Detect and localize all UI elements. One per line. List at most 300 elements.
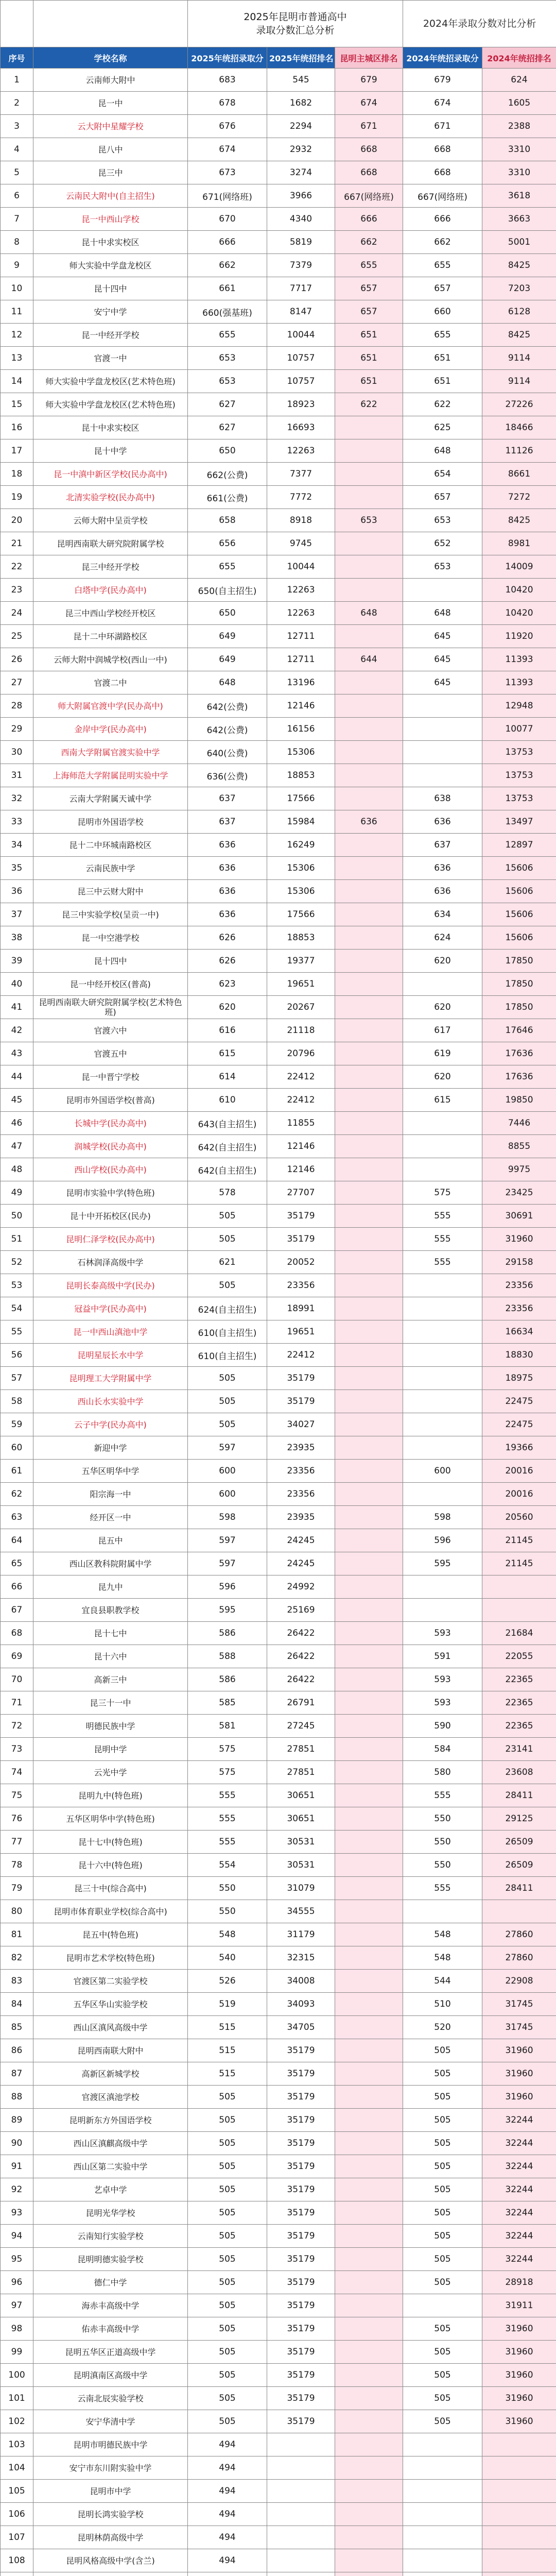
- city-rank: 679: [335, 69, 403, 92]
- rank-2024: 9114: [482, 370, 556, 393]
- row-index: 5: [1, 161, 33, 184]
- rank-2025: 19377: [267, 950, 335, 973]
- row-index: 97: [1, 2294, 33, 2317]
- score-2025: 636: [188, 903, 267, 926]
- score-2024: 505: [403, 2317, 482, 2341]
- city-rank: [335, 2109, 403, 2132]
- score-2025: 597: [188, 1436, 267, 1460]
- score-2024: 648: [403, 602, 482, 625]
- rank-2025: 35179: [267, 2178, 335, 2201]
- city-rank: 644: [335, 648, 403, 671]
- score-2024: [403, 1599, 482, 1622]
- school-name: 昆十中学: [33, 439, 188, 463]
- score-2024: 505: [403, 2132, 482, 2155]
- city-rank: [335, 1970, 403, 1993]
- table-row: [1, 1622, 556, 1645]
- header-score-2025: 2025年统招录取分: [188, 47, 267, 69]
- school-name: 昆十七中(特色班): [33, 1831, 188, 1854]
- rank-2025: 12263: [267, 439, 335, 463]
- score-2025: 623: [188, 973, 267, 996]
- rank-2024: 18975: [482, 1367, 556, 1390]
- table-row: [1, 509, 556, 532]
- score-2024: 668: [403, 138, 482, 161]
- score-2025: 637: [188, 787, 267, 810]
- table-row: [1, 1390, 556, 1413]
- school-name: 海赤丰高级中学: [33, 2294, 188, 2317]
- table-row: [1, 138, 556, 161]
- school-name: 北清实验学校(民办高中): [33, 486, 188, 509]
- city-rank: [335, 2341, 403, 2364]
- rank-2024: 7446: [482, 1112, 556, 1135]
- score-2025: 505: [188, 2387, 267, 2410]
- table-row: [1, 2526, 556, 2549]
- rank-2025: 35179: [267, 2294, 335, 2317]
- city-rank: [335, 2132, 403, 2155]
- score-2025: 683: [188, 69, 267, 92]
- rank-2025: 12711: [267, 648, 335, 671]
- score-2024: 595: [403, 1552, 482, 1575]
- row-index: 57: [1, 1367, 33, 1390]
- school-name: 昆三中: [33, 161, 188, 184]
- table-row: [1, 1993, 556, 2016]
- city-rank: [335, 2248, 403, 2271]
- rank-2025: 22412: [267, 1065, 335, 1089]
- score-2024: [403, 2433, 482, 2456]
- rank-2025: 545: [267, 69, 335, 92]
- score-2024: 622: [403, 393, 482, 416]
- row-index: 80: [1, 1900, 33, 1923]
- city-rank: [335, 1089, 403, 1112]
- city-rank: [335, 1575, 403, 1599]
- city-rank: [335, 764, 403, 787]
- city-rank: [335, 1483, 403, 1506]
- school-name: 昆明西南联大附中: [33, 2039, 188, 2062]
- school-name: 安宁市东川附实验中学: [33, 2456, 188, 2480]
- rank-2024: 13497: [482, 810, 556, 834]
- city-rank: [335, 1274, 403, 1297]
- rank-2025: 20052: [267, 1251, 335, 1274]
- table-row: [1, 2039, 556, 2062]
- city-rank: [335, 1019, 403, 1042]
- table-row: [1, 834, 556, 857]
- school-name: 昆一中西山滇池中学: [33, 1320, 188, 1344]
- score-2025: 621: [188, 1251, 267, 1274]
- row-index: 37: [1, 903, 33, 926]
- city-rank: [335, 880, 403, 903]
- rank-2025: [267, 2503, 335, 2526]
- score-2024: 648: [403, 439, 482, 463]
- score-2024: 505: [403, 2062, 482, 2086]
- rank-2024: [482, 2526, 556, 2549]
- rank-2025: 26422: [267, 1668, 335, 1691]
- school-name: 昆明新东方外国语学校: [33, 2109, 188, 2132]
- school-name: 昆明仁泽学校(民办高中): [33, 1228, 188, 1251]
- table-row: [1, 2387, 556, 2410]
- row-index: 16: [1, 416, 33, 439]
- score-2024: [403, 2294, 482, 2317]
- header-row: [1, 47, 556, 69]
- row-index: 82: [1, 1946, 33, 1970]
- rank-2025: 34555: [267, 1900, 335, 1923]
- row-index: 8: [1, 231, 33, 254]
- score-2024: [403, 1390, 482, 1413]
- row-index: 88: [1, 2086, 33, 2109]
- city-rank: [335, 1112, 403, 1135]
- rank-2024: 2388: [482, 115, 556, 138]
- score-2025: 505: [188, 2201, 267, 2225]
- school-name: 长城中学(民办高中): [33, 1112, 188, 1135]
- school-name: 昆一中: [33, 92, 188, 115]
- header-index: 序号: [1, 47, 33, 69]
- row-index: 106: [1, 2503, 33, 2526]
- rank-2024: 31960: [482, 2341, 556, 2364]
- score-2025: [188, 2572, 267, 2576]
- score-2025: 655: [188, 324, 267, 347]
- row-index: 53: [1, 1274, 33, 1297]
- row-index: 103: [1, 2433, 33, 2456]
- city-rank: [335, 1645, 403, 1668]
- school-name: 昆明市艺术学校(特色班): [33, 1946, 188, 1970]
- rank-2025: [267, 2549, 335, 2572]
- row-index: 86: [1, 2039, 33, 2062]
- score-2025: 642(公费): [188, 718, 267, 741]
- rank-2025: 19651: [267, 1320, 335, 1344]
- row-index: 85: [1, 2016, 33, 2039]
- table-row: [1, 2549, 556, 2572]
- city-rank: [335, 1529, 403, 1552]
- table-row: [1, 416, 556, 439]
- score-2025: 578: [188, 1181, 267, 1205]
- city-rank: [335, 1367, 403, 1390]
- score-2025: 610: [188, 1089, 267, 1112]
- table-row: [1, 625, 556, 648]
- row-index: 96: [1, 2271, 33, 2294]
- table-row: [1, 1900, 556, 1923]
- row-index: 22: [1, 555, 33, 579]
- table-row: [1, 1112, 556, 1135]
- row-index: 44: [1, 1065, 33, 1089]
- row-index: 64: [1, 1529, 33, 1552]
- score-2025: 678: [188, 92, 267, 115]
- school-name: 昆明滇南区高级中学: [33, 2364, 188, 2387]
- school-name: 五华区明华中学(特色班): [33, 1807, 188, 1831]
- rank-2025: 30651: [267, 1784, 335, 1807]
- score-2024: [403, 1436, 482, 1460]
- score-2024: 667(网络班): [403, 184, 482, 208]
- title-2025: 2025年昆明市普通高中 录取分数汇总分析: [188, 1, 403, 47]
- rank-2025: 27851: [267, 1761, 335, 1784]
- city-rank: [335, 439, 403, 463]
- school-name: 西山区第二实验中学: [33, 2155, 188, 2178]
- city-rank: 651: [335, 347, 403, 370]
- city-rank: [335, 486, 403, 509]
- table-row: [1, 2248, 556, 2271]
- school-name: 云南大学附属天诚中学: [33, 787, 188, 810]
- score-2025: 505: [188, 1274, 267, 1297]
- table-row: [1, 1019, 556, 1042]
- rank-2024: 18830: [482, 1344, 556, 1367]
- school-name: 西山区教科院附属中学: [33, 1552, 188, 1575]
- table-row: [1, 1205, 556, 1228]
- table-row: [1, 2364, 556, 2387]
- city-rank: [335, 926, 403, 950]
- row-index: 6: [1, 184, 33, 208]
- table-row: [1, 718, 556, 741]
- city-rank: [335, 1946, 403, 1970]
- table-row: [1, 880, 556, 903]
- score-2025: 650: [188, 439, 267, 463]
- rank-2024: 15606: [482, 857, 556, 880]
- city-rank: [335, 1715, 403, 1738]
- score-2024: 505: [403, 2155, 482, 2178]
- table-row: [1, 184, 556, 208]
- score-2025: 660(强基班): [188, 300, 267, 324]
- score-2025: 666: [188, 231, 267, 254]
- table-row: [1, 1552, 556, 1575]
- score-2025: 586: [188, 1668, 267, 1691]
- school-name: 润城学校(民办高中): [33, 1135, 188, 1158]
- rank-2024: 17646: [482, 1019, 556, 1042]
- table-row: [1, 973, 556, 996]
- score-2025: 586: [188, 1622, 267, 1645]
- school-name: 云师大附中润城学校(西山一中): [33, 648, 188, 671]
- row-index: 63: [1, 1506, 33, 1529]
- row-index: 39: [1, 950, 33, 973]
- table-row: [1, 1089, 556, 1112]
- score-2025: 674: [188, 138, 267, 161]
- row-index: 59: [1, 1413, 33, 1436]
- rank-2024: 32244: [482, 2109, 556, 2132]
- score-2024: 596: [403, 1529, 482, 1552]
- rank-2025: 16249: [267, 834, 335, 857]
- score-2024: 660: [403, 300, 482, 324]
- rank-2025: 16156: [267, 718, 335, 741]
- rank-2025: 35179: [267, 1367, 335, 1390]
- score-2025: 662: [188, 254, 267, 277]
- rank-2025: 18853: [267, 926, 335, 950]
- rank-2024: 10420: [482, 579, 556, 602]
- score-2025: 505: [188, 1367, 267, 1390]
- rank-2024: 27860: [482, 1946, 556, 1970]
- row-index: 89: [1, 2109, 33, 2132]
- rank-2025: 10757: [267, 370, 335, 393]
- rank-2025: 18923: [267, 393, 335, 416]
- rank-2024: 15606: [482, 880, 556, 903]
- row-index: 72: [1, 1715, 33, 1738]
- rank-2024: 32244: [482, 2155, 556, 2178]
- row-index: 105: [1, 2480, 33, 2503]
- school-name: 西山区滇风高级中学: [33, 2016, 188, 2039]
- city-rank: [335, 1413, 403, 1436]
- rank-2024: 21684: [482, 1622, 556, 1645]
- score-2025: 494: [188, 2526, 267, 2549]
- score-2025: 505: [188, 2178, 267, 2201]
- city-rank: [335, 1436, 403, 1460]
- table-row: [1, 1761, 556, 1784]
- city-rank: [335, 2364, 403, 2387]
- row-index: [1, 2572, 33, 2576]
- rank-2025: 35179: [267, 1390, 335, 1413]
- score-2024: 593: [403, 1668, 482, 1691]
- rank-2025: 26422: [267, 1622, 335, 1645]
- rank-2024: 22365: [482, 1715, 556, 1738]
- score-2025: 550: [188, 1877, 267, 1900]
- city-rank: 657: [335, 277, 403, 300]
- table-row: [1, 1831, 556, 1854]
- rank-2024: [482, 2572, 556, 2576]
- table-row: [1, 208, 556, 231]
- score-2025: 505: [188, 2294, 267, 2317]
- row-index: 95: [1, 2248, 33, 2271]
- city-rank: [335, 1622, 403, 1645]
- score-2024: 593: [403, 1691, 482, 1715]
- table-row: [1, 741, 556, 764]
- score-2024: 505: [403, 2178, 482, 2201]
- school-name: 昆明市明德民族中学: [33, 2433, 188, 2456]
- score-2024: 637: [403, 834, 482, 857]
- table-row: [1, 810, 556, 834]
- rank-2024: 15606: [482, 926, 556, 950]
- score-2025: 598: [188, 1506, 267, 1529]
- rank-2024: 11393: [482, 671, 556, 694]
- city-rank: [335, 973, 403, 996]
- score-2024: 625: [403, 416, 482, 439]
- school-name: 昆一中晋宁学校: [33, 1065, 188, 1089]
- rank-2024: 31960: [482, 2410, 556, 2433]
- score-2025: 588: [188, 1645, 267, 1668]
- score-2024: 645: [403, 625, 482, 648]
- city-rank: 651: [335, 324, 403, 347]
- rank-2024: 3310: [482, 161, 556, 184]
- score-2024: 520: [403, 2016, 482, 2039]
- table-row: [1, 555, 556, 579]
- score-2024: [403, 1367, 482, 1390]
- rank-2024: 3310: [482, 138, 556, 161]
- school-name: 云南知行实验学校: [33, 2225, 188, 2248]
- rank-2024: 22365: [482, 1668, 556, 1691]
- rank-2024: 13753: [482, 741, 556, 764]
- row-index: 43: [1, 1042, 33, 1065]
- table-row: [1, 2480, 556, 2503]
- rank-2025: 19651: [267, 973, 335, 996]
- city-rank: [335, 1297, 403, 1320]
- table-row: [1, 2433, 556, 2456]
- score-2024: 674: [403, 92, 482, 115]
- score-2025: 505: [188, 2132, 267, 2155]
- city-rank: [335, 2387, 403, 2410]
- school-name: 师大实验中学盘龙校区(艺术特色班): [33, 370, 188, 393]
- score-2024: 584: [403, 1738, 482, 1761]
- table-row: [1, 1668, 556, 1691]
- score-2025: 595: [188, 1599, 267, 1622]
- school-name: 昆十二中环城南路校区: [33, 834, 188, 857]
- table-row: [1, 1228, 556, 1251]
- table-row: [1, 300, 556, 324]
- row-index: 81: [1, 1923, 33, 1946]
- city-rank: [335, 2433, 403, 2456]
- table-row: [1, 1715, 556, 1738]
- school-name: 昆一中空港学校: [33, 926, 188, 950]
- score-2024: 655: [403, 324, 482, 347]
- school-name: 师大附属官渡中学(民办高中): [33, 694, 188, 718]
- school-name: 昆十七中: [33, 1622, 188, 1645]
- row-index: 32: [1, 787, 33, 810]
- rank-2024: 17850: [482, 973, 556, 996]
- school-name: 昆三中实验学校(呈贡一中): [33, 903, 188, 926]
- score-2024: 505: [403, 2201, 482, 2225]
- city-rank: [335, 2062, 403, 2086]
- rank-2024: 11393: [482, 648, 556, 671]
- row-index: 68: [1, 1622, 33, 1645]
- rank-2025: 35179: [267, 2201, 335, 2225]
- school-name: 新迎中学: [33, 1436, 188, 1460]
- city-rank: 674: [335, 92, 403, 115]
- rank-2024: 29158: [482, 1251, 556, 1274]
- city-rank: [335, 1320, 403, 1344]
- score-2024: 645: [403, 648, 482, 671]
- city-rank: 622: [335, 393, 403, 416]
- city-rank: [335, 671, 403, 694]
- score-2024: 505: [403, 2109, 482, 2132]
- city-rank: [335, 463, 403, 486]
- rank-2024: 28918: [482, 2271, 556, 2294]
- city-rank: [335, 2271, 403, 2294]
- city-rank: [335, 1923, 403, 1946]
- row-index: 3: [1, 115, 33, 138]
- city-rank: 668: [335, 138, 403, 161]
- row-index: 75: [1, 1784, 33, 1807]
- score-2025: 624(自主招生): [188, 1297, 267, 1320]
- rank-2024: 17850: [482, 950, 556, 973]
- city-rank: [335, 996, 403, 1019]
- score-2024: 624: [403, 926, 482, 950]
- rank-2025: 2932: [267, 138, 335, 161]
- rank-2024: [482, 1599, 556, 1622]
- score-2025: 676: [188, 115, 267, 138]
- school-name: 昆十中求实校区: [33, 416, 188, 439]
- rank-2025: 32315: [267, 1946, 335, 1970]
- rank-2024: 31960: [482, 2317, 556, 2341]
- city-rank: [335, 1691, 403, 1715]
- score-2024: [403, 1274, 482, 1297]
- score-2025: 555: [188, 1831, 267, 1854]
- score-2024: 668: [403, 161, 482, 184]
- school-name: 师大实验中学盘龙校区: [33, 254, 188, 277]
- rank-2025: 10044: [267, 555, 335, 579]
- row-index: 33: [1, 810, 33, 834]
- score-2025: 642(自主招生): [188, 1158, 267, 1181]
- rank-2024: 31745: [482, 1993, 556, 2016]
- rank-2024: 7272: [482, 486, 556, 509]
- score-2024: 636: [403, 810, 482, 834]
- rank-2024: 8661: [482, 463, 556, 486]
- rank-2024: 22055: [482, 1645, 556, 1668]
- rank-2024: 8855: [482, 1135, 556, 1158]
- rank-2024: 31960: [482, 2387, 556, 2410]
- score-2025: 650(自主招生): [188, 579, 267, 602]
- row-index: 48: [1, 1158, 33, 1181]
- school-name: 昆明理工大学附属中学: [33, 1367, 188, 1390]
- school-name: 昆明长鸿实验学校: [33, 2503, 188, 2526]
- score-2025: 597: [188, 1529, 267, 1552]
- score-2024: 600: [403, 1460, 482, 1483]
- city-rank: [335, 1135, 403, 1158]
- school-name: 昆明市中学: [33, 2480, 188, 2503]
- score-2025: 515: [188, 2062, 267, 2086]
- rank-2024: 31960: [482, 2086, 556, 2109]
- score-2024: 505: [403, 2039, 482, 2062]
- score-2024: 679: [403, 69, 482, 92]
